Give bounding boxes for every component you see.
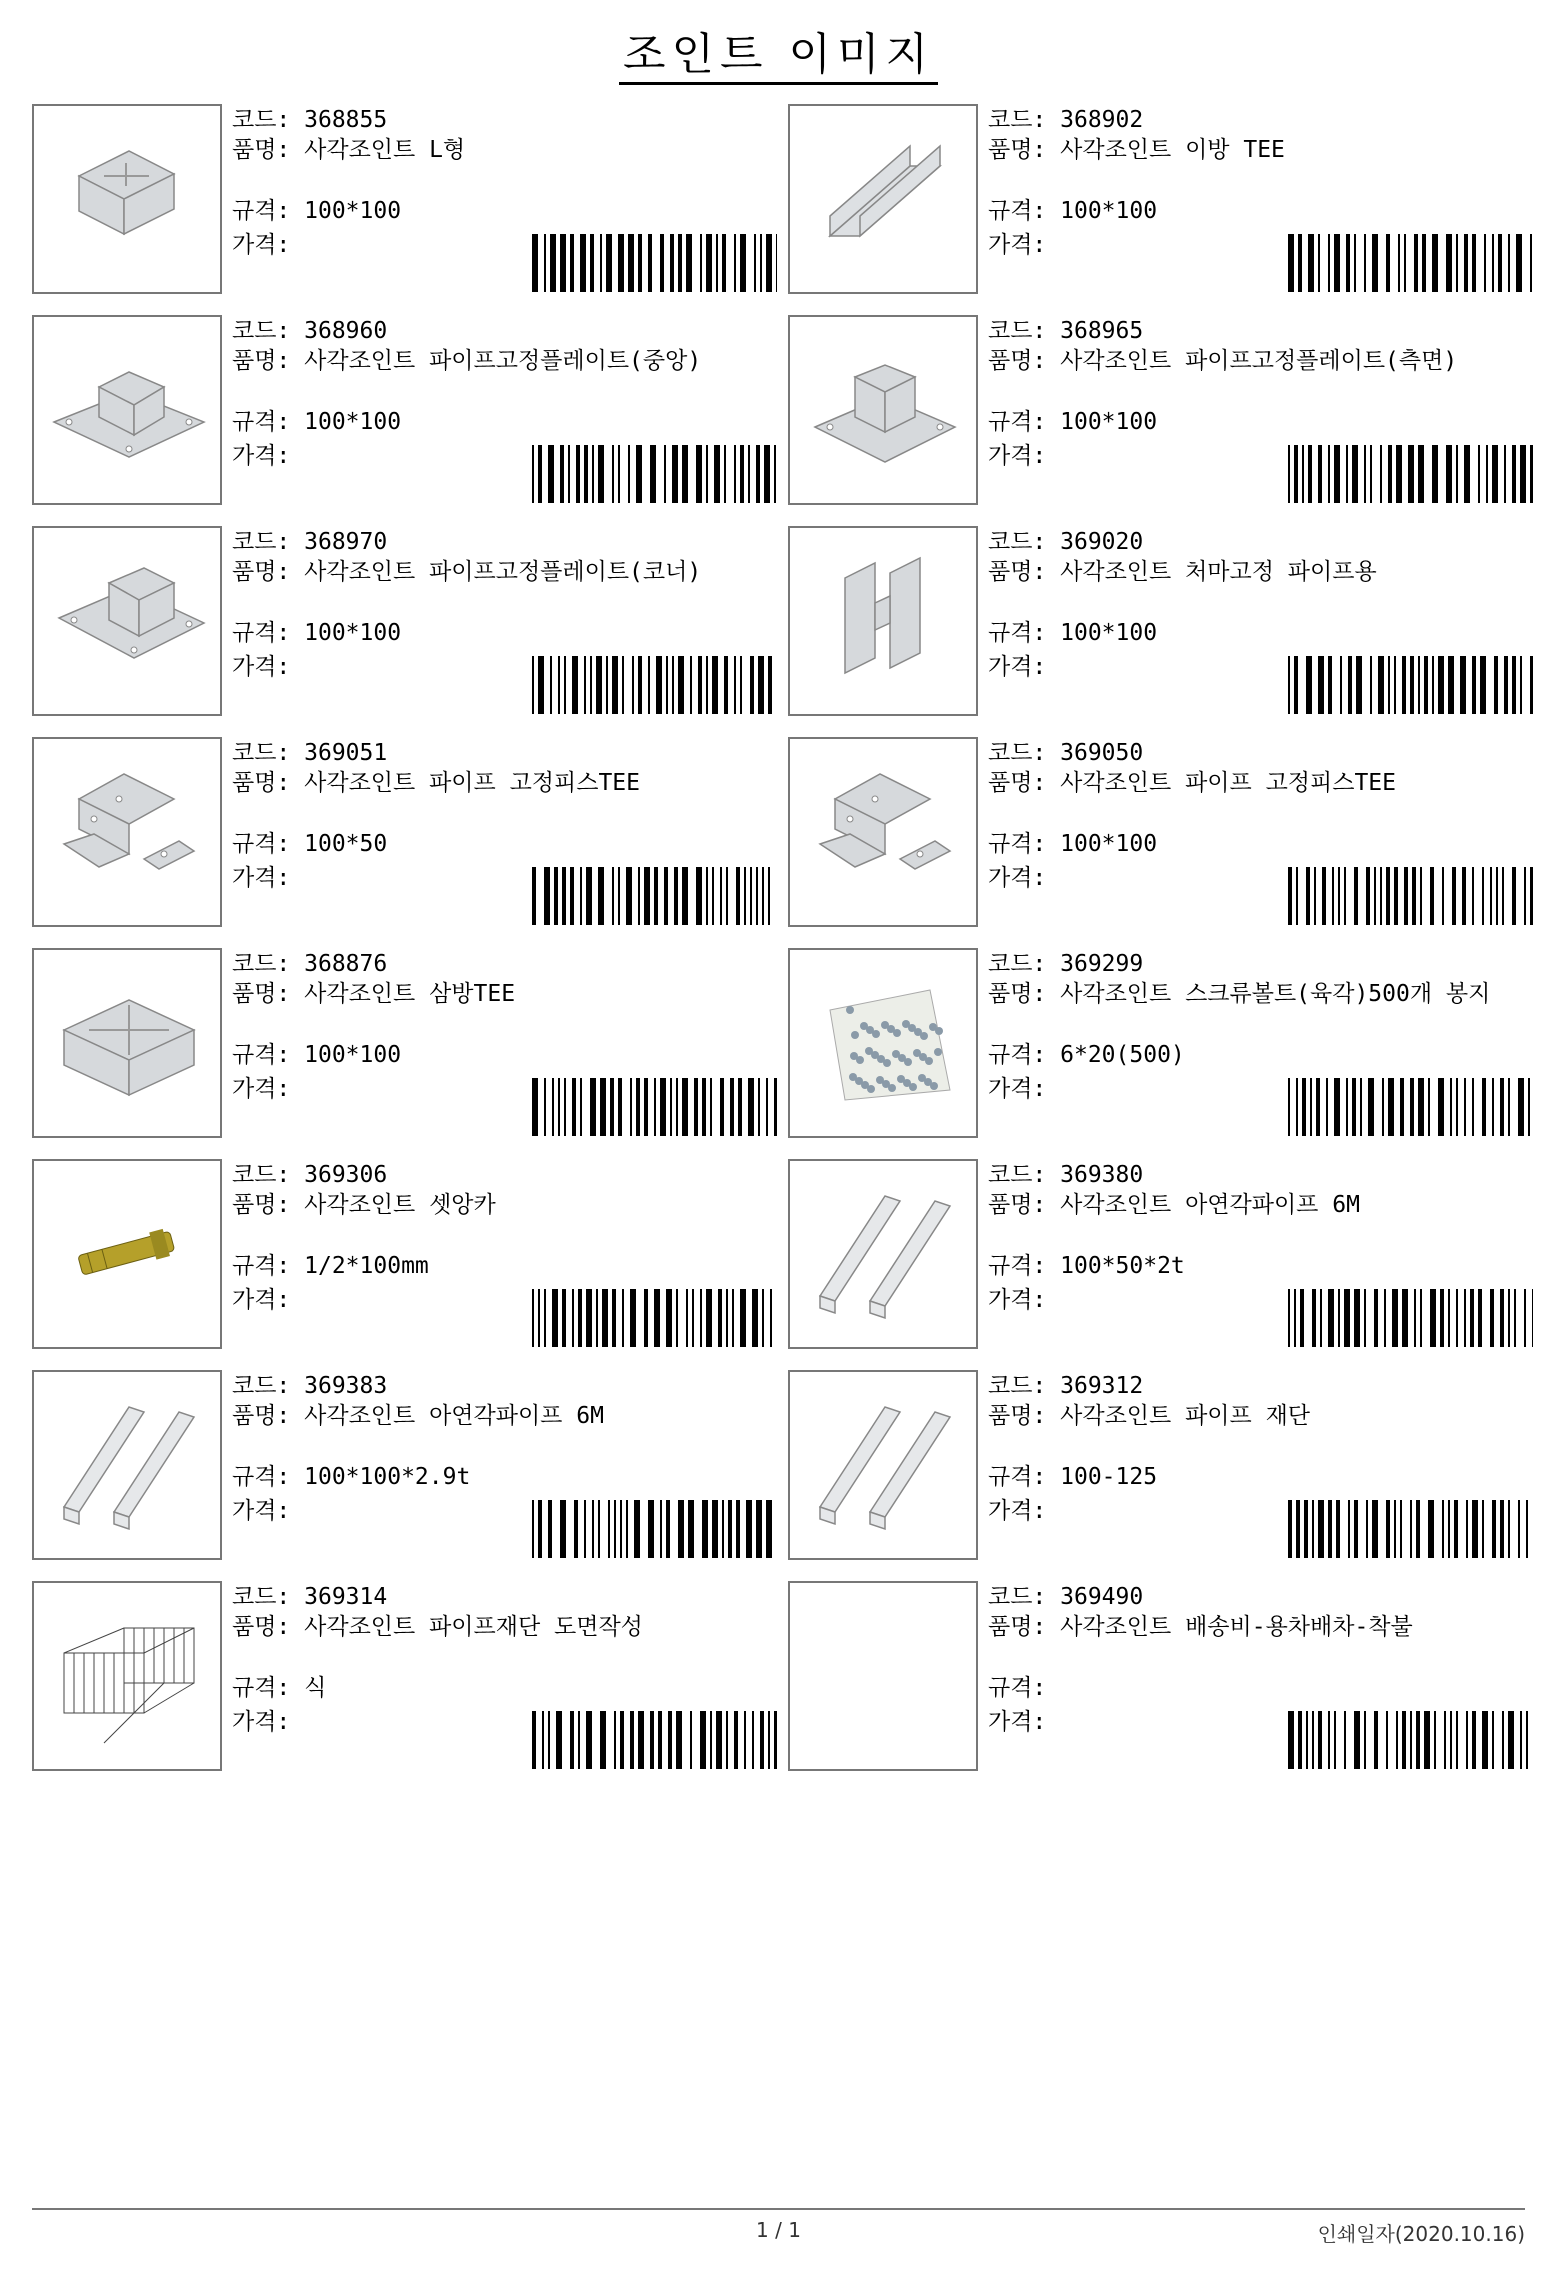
empty-thumbnail [788,1581,978,1771]
code-label: 코드: [988,1162,1061,1188]
u-bracket-icon [32,737,222,927]
code-label: 코드: [988,529,1061,555]
product-spec: 100*100 [304,198,402,224]
price-label: 가격: [232,1498,291,1524]
price-label: 가격: [232,443,291,469]
product-code: 369020 [1060,529,1144,555]
eave-bracket-icon [788,526,978,716]
name-label: 품명: [232,1192,305,1218]
code-label: 코드: [988,951,1061,977]
code-label: 코드: [988,740,1061,766]
code-label: 코드: [232,1162,305,1188]
name-label: 품명: [988,770,1061,796]
product-card [788,737,1533,927]
barcode [532,1500,777,1558]
product-name: 사각조인트 이방 TEE [1060,137,1285,163]
product-name: 사각조인트 배송비-용차배차-착불 [1060,1614,1413,1640]
code-label: 코드: [988,318,1061,344]
code-label: 코드: [232,1373,305,1399]
barcode [532,656,777,714]
price-label: 가격: [988,865,1047,891]
product-card [32,1370,777,1560]
product-spec: 100*100 [304,620,402,646]
product-card [788,315,1533,505]
code-label: 코드: [232,529,305,555]
name-label: 품명: [988,348,1061,374]
product-card [32,1159,777,1349]
product-name: 사각조인트 셋앙카 [304,1192,496,1218]
price-label: 가격: [232,654,291,680]
product-code: 368855 [304,107,388,133]
product-code: 368970 [304,529,388,555]
product-card [32,104,777,294]
product-spec: 100*100 [304,1042,402,1068]
name-label: 품명: [232,1614,305,1640]
product-card [788,1370,1533,1560]
spec-label: 규격: [988,620,1061,646]
spec-label: 규격: [988,1464,1061,1490]
barcode [1288,1711,1533,1769]
spec-label: 규격: [232,198,305,224]
price-label: 가격: [232,865,291,891]
barcode [532,445,777,503]
product-card [788,948,1533,1138]
product-code: 369312 [1060,1373,1144,1399]
product-code: 369306 [304,1162,388,1188]
barcode [532,1078,777,1136]
name-label: 품명: [988,1614,1061,1640]
spec-label: 규격: [988,198,1061,224]
name-label: 품명: [232,559,305,585]
product-name: 사각조인트 처마고정 파이프용 [1060,559,1377,585]
anchor-bolt-icon [32,1159,222,1349]
base-plate-side-icon [788,315,978,505]
screw-bag-icon [788,948,978,1138]
barcode [532,1711,777,1769]
code-label: 코드: [988,107,1061,133]
page-title: 조인트 이미지 [0,18,1557,82]
product-code: 369051 [304,740,388,766]
spec-label: 규격: [988,1675,1047,1701]
code-label: 코드: [988,1373,1061,1399]
code-label: 코드: [232,740,305,766]
u-bracket-icon [788,737,978,927]
product-name: 사각조인트 파이프고정플레이트(코너) [304,559,702,585]
price-label: 가격: [232,1076,291,1102]
product-spec: 6*20(500) [1060,1042,1185,1068]
spec-label: 규격: [232,409,305,435]
name-label: 품명: [988,559,1061,585]
product-code: 369490 [1060,1584,1144,1610]
product-card [32,315,777,505]
product-spec: 식 [304,1675,327,1701]
square-pipe-icon [788,1159,978,1349]
price-label: 가격: [988,1709,1047,1735]
name-label: 품명: [232,348,305,374]
spec-label: 규격: [232,1464,305,1490]
spec-label: 규격: [988,831,1061,857]
spec-label: 규격: [232,831,305,857]
spec-label: 규격: [988,1253,1061,1279]
product-code: 369299 [1060,951,1144,977]
product-code: 369380 [1060,1162,1144,1188]
price-label: 가격: [232,1709,291,1735]
price-label: 가격: [988,1076,1047,1102]
product-card [788,1581,1533,1771]
barcode [1288,1078,1533,1136]
code-label: 코드: [232,318,305,344]
spec-label: 규격: [232,620,305,646]
product-name: 사각조인트 파이프 고정피스TEE [1060,770,1396,796]
product-name: 사각조인트 삼방TEE [304,981,516,1007]
price-label: 가격: [232,1287,291,1313]
price-label: 가격: [988,443,1047,469]
product-spec: 100*100 [1060,831,1158,857]
base-plate-corner-icon [32,526,222,716]
name-label: 품명: [232,981,305,1007]
product-code: 368876 [304,951,388,977]
name-label: 품명: [988,981,1061,1007]
name-label: 품명: [988,1192,1061,1218]
product-spec: 100*100*2.9t [304,1464,471,1490]
product-name: 사각조인트 아연각파이프 6M [1060,1192,1360,1218]
product-card [32,526,777,716]
l-joint-icon [32,104,222,294]
product-name: 사각조인트 아연각파이프 6M [304,1403,604,1429]
name-label: 품명: [232,137,305,163]
price-label: 가격: [232,232,291,258]
product-name: 사각조인트 파이프고정플레이트(측면) [1060,348,1458,374]
product-code: 369314 [304,1584,388,1610]
product-spec: 100*50 [304,831,388,857]
product-code: 368965 [1060,318,1144,344]
product-card [788,526,1533,716]
barcode [1288,656,1533,714]
spec-label: 규격: [988,409,1061,435]
product-name: 사각조인트 L형 [304,137,466,163]
product-name: 사각조인트 파이프 재단 [1060,1403,1311,1429]
product-spec: 100*50*2t [1060,1253,1185,1279]
price-label: 가격: [988,232,1047,258]
channel-joint-icon [788,104,978,294]
barcode [1288,1500,1533,1558]
code-label: 코드: [232,107,305,133]
three-way-tee-icon [32,948,222,1138]
name-label: 품명: [988,137,1061,163]
product-card [32,737,777,927]
product-name: 사각조인트 파이프 고정피스TEE [304,770,640,796]
name-label: 품명: [232,1403,305,1429]
barcode [1288,1289,1533,1347]
product-name: 사각조인트 파이프고정플레이트(중앙) [304,348,702,374]
product-spec: 100*100 [1060,409,1158,435]
product-card [788,1159,1533,1349]
product-card [32,1581,777,1771]
price-label: 가격: [988,1287,1047,1313]
square-pipe-icon [788,1370,978,1560]
product-name: 사각조인트 파이프재단 도면작성 [304,1614,643,1640]
spec-label: 규격: [232,1253,305,1279]
product-card [32,948,777,1138]
code-label: 코드: [232,1584,305,1610]
product-spec: 100*100 [1060,198,1158,224]
product-spec: 100*100 [304,409,402,435]
barcode [532,1289,777,1347]
page-number: 1 / 1 [756,2218,801,2242]
code-label: 코드: [232,951,305,977]
product-name: 사각조인트 스크류볼트(육각)500개 봉지 [1060,981,1491,1007]
square-pipe-icon [32,1370,222,1560]
print-date: 인쇄일자(2020.10.16) [1317,2222,1525,2246]
product-code: 369383 [304,1373,388,1399]
spec-label: 규격: [232,1042,305,1068]
name-label: 품명: [232,770,305,796]
barcode [1288,867,1533,925]
spec-label: 규격: [232,1675,305,1701]
base-plate-center-icon [32,315,222,505]
barcode [1288,445,1533,503]
barcode [1288,234,1533,292]
spec-label: 규격: [988,1042,1061,1068]
footer-divider [32,2208,1525,2210]
product-code: 369050 [1060,740,1144,766]
code-label: 코드: [988,1584,1061,1610]
barcode [532,234,777,292]
product-card [788,104,1533,294]
product-spec: 100*100 [1060,620,1158,646]
product-code: 368960 [304,318,388,344]
price-label: 가격: [988,654,1047,680]
product-code: 368902 [1060,107,1144,133]
price-label: 가격: [988,1498,1047,1524]
name-label: 품명: [988,1403,1061,1429]
product-spec: 1/2*100mm [304,1253,429,1279]
barcode [532,867,777,925]
product-spec: 100-125 [1060,1464,1158,1490]
frame-drawing-icon [32,1581,222,1771]
